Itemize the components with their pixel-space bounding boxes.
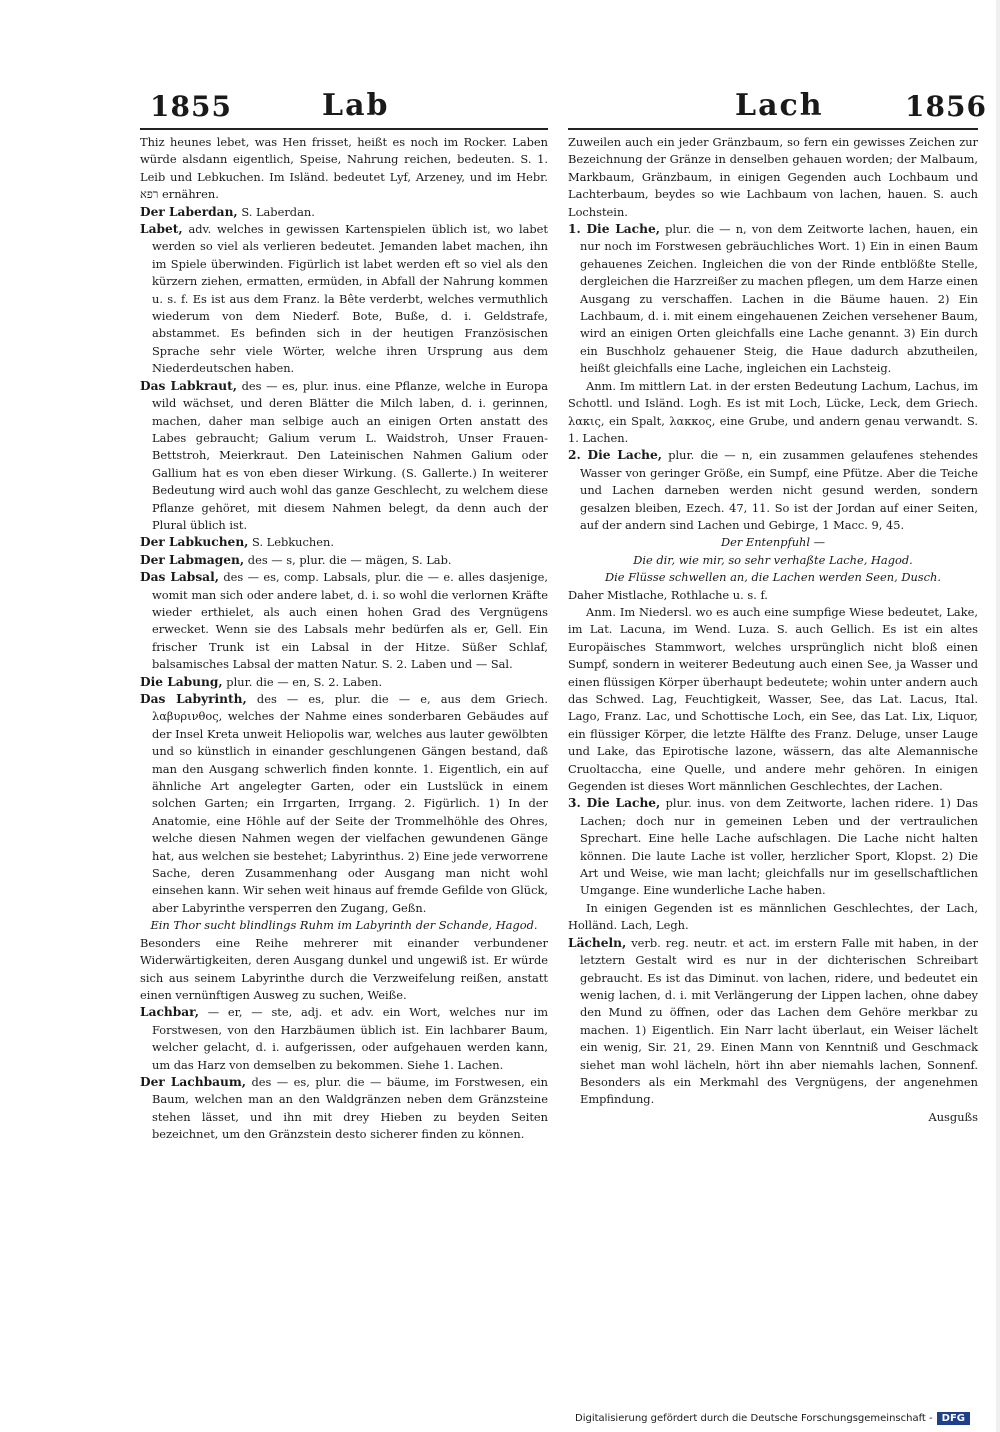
right-head-word: Lach	[735, 88, 824, 123]
entry-text: — er, — ste, adj. et adv. ein Wort, welches nur im Forstwesen, von den Harzbäumen üblich ist. Ein lachbarer Baum, welcher gelacht, d. i. aufgerissen, oder aufgehauen werden kann, um das Harz von demselben zu bekommen. Siehe 1. Lachen.	[152, 1005, 548, 1072]
right-column	[568, 134, 978, 1126]
entry-text: des — es, plur. die — e, aus dem Griech. λαβυρινθος, welches der Nahme eines sonderbaren Gebäudes auf der Insel Kreta unweit Heliopolis war, welches aus lauter gewölbten und so künstlich in einander geschlungenen Gängen bestand, daß man den Ausgang schwerlich finden konnte. 1. Eigentlich, ein auf ähnliche Art angelegter Garten, oder ein Lustslück in einem solchen Garten; ein Irrgarten, Irrgang. 2. Figürlich. 1) In der Anatomie, eine Höhle auf der Seite der Trommelhöhle des Ohres, welche diesen Nahmen wegen der vielfachen gewundenen Gänge hat, aus welchen sie bestehet; Labyrinthus. 2) Eine jede verworrene Sache, deren Zusammenhang oder Ausgang man nicht wohl einsehen kann. Wir sehen weit hinaus auf fremde Gefilde von Glück, aber Labyrinthe versperren den Zugang, Geßn.	[152, 692, 548, 915]
dictionary-entry	[140, 674, 548, 691]
entry-text: des — s, plur. die — mägen, S. Lab.	[247, 552, 452, 567]
dictionary-entry	[140, 569, 548, 673]
entry-lemma: Der Labkuchen,	[140, 535, 249, 550]
quoted-verse: Der Entenpfuhl —	[720, 535, 826, 550]
dictionary-entry	[140, 1004, 548, 1074]
entry-lemma: Der Lachbaum,	[140, 1074, 246, 1089]
entry-text: plur. inus. von dem Zeitworte, lachen ridere. 1) Das Lachen; doch nur in gemeinen Leben und der vertraulichen Sprechart. Eine helle Lache aufschlagen. Die Lache nicht halten können. Die laute Lache ist voller, herzlicher Sport, Klopst. 2) Die Art und Weise, wie man lacht; gleichfalls nur im gesellschaftlichen Umgange. Eine wunderliche Lache haben.	[580, 796, 978, 898]
dictionary-entry	[568, 221, 978, 378]
entry-text: des — es, plur. inus. eine Pflanze, welche in Europa wild wächset, und deren Blätter die Milch laben, d. i. gerinnen, machen, daher man selbige auch an einigen Orten anstatt des Labes gebraucht; Galium verum L. Waidstroh, Unser Frauen-Bettstroh, Meierkraut. Den Lateinischen Nahmen Galium oder Gallium hat es von eben dieser Wirkung. (S. Gallerte.) In weiterer Bedeutung wird auch wohl das ganze Geschlecht, zu welchem diese Pflanze gehöret, mit diesem Nahmen belegt, da denn auch der Plural üblich ist.	[152, 378, 548, 532]
page-edge	[996, 0, 1000, 1432]
entry-text: plur. die — n, ein zusammen gelaufenes stehendes Wasser von geringer Größe, ein Sumpf, eine Pfütze. Aber die Teiche und Lachen darneben werden nicht gesund werden, sondern gesalzen bleiben, Ezech. 47, 11. So ist der Jordan auf einer Seiten, auf der andern sind Lachen und Gebirge, 1 Macc. 9, 45.	[580, 448, 978, 532]
dictionary-entry	[140, 221, 548, 378]
left-header-rule	[140, 128, 548, 130]
right-header-rule	[568, 128, 978, 130]
dfg-logo[interactable]: DFG	[937, 1412, 970, 1425]
annotation-paragraph: Anm. Im Niedersl. wo es auch eine sumpfige Wiese bedeutet, Lake, im Lat. Lacuna, im Wend. Luza. S. auch Gellich. Es ist ein altes Europäisches Stammwort, welches ursprünglich nicht bloß einen Sumpf, sondern in weiterer Bedeutung auch einen See, ja Wasser und einen flüssigen Körper überhaupt bedeutete; wohin unter andern auch das Schwed. Lag, Feuchtigkeit, Wasser, See, das Lat. Lacus, Ital. Lago, Franz. Lac, und Schottische Loch, ein See, das Lat. Lix, Liquor, ein flüssiger Körper, die letzte Hälfte des Franz. Deluge, unser Lauge und Lake, das Epirotische lazone, wässern, das alte Alemannische Cruoltaccha, eine Quelle, und andere mehr gehören. In einigen Gegenden ist dieses Wort männlichen Geschlechtes, der Lachen.	[568, 604, 978, 794]
continuation-paragraph: Zuweilen auch ein jeder Gränzbaum, so fern ein gewisses Zeichen zur Bezeichnung der Gränze in denselben gehauen worden; der Malbaum, Markbaum, Gränzbaum, in einigen Gegenden auch Lochbaum und Lachterbaum, beydes so wie Lachbaum von lachen, hauen. S. auch Lochstein.	[568, 135, 978, 219]
quoted-verse: Die Flüsse schwellen an, die Lachen werden Seen, Dusch.	[605, 570, 941, 585]
dictionary-entry	[568, 935, 978, 1109]
annotation-paragraph: In einigen Gegenden ist es männlichen Geschlechtes, der Lach, Holländ. Lach, Legh.	[568, 900, 978, 933]
dictionary-entry	[568, 795, 978, 899]
entry-lemma: Lächeln,	[568, 935, 627, 950]
entry-text: plur. die — en, S. 2. Laben.	[226, 674, 383, 689]
entry-text: plur. die — n, von dem Zeitworte lachen, hauen, ein nur noch im Forstwesen gebräuchliches Wort. 1) Ein in einen Baum gehauenes Zeichen. Ingleichen die von der Rinde entblößte Stelle, dergleichen die Harzreißer zu machen pflegen, um dem Harze einen Ausgang zu verschaffen. Lachen in die Bäume hauen. 2) Ein Lachbaum, d. i. mit einem eingehauenen Zeichen versehener Baum, wird an einigen Orten gleichfalls eine Lache genannt. 3) Ein durch ein Buschholz gehauener Steig, die Haue dadurch abzutheilen, heißt gleichfalls eine Lache, ingleichen ein Lachsteig.	[580, 222, 978, 376]
entry-text: verb. reg. neutr. et act. im erstern Falle mit haben, in der letztern Gestalt wird es nur in der dichterischen Schreibart gebraucht. Es ist das Diminut. von lachen, ridere, und bedeutet ein wenig lachen, d. i. mit Verlängerung der Lippen lachen, ohne dabey den Mund zu öffnen, oder das Lachen dem Gehöre merkbar zu machen. 1) Eigentlich. Ein Narr lacht überlaut, ein Weiser lächelt ein wenig, Sir. 21, 29. Einen Mann von Kenntniß und Geschmack siehet man wohl lächeln, hört ihn aber niemahls lachen, Sonnenf. Besonders als ein Merkmahl des Vergnügens, der angenehmen Empfindung.	[580, 935, 978, 1107]
entry-lemma: Die Labung,	[140, 674, 223, 689]
entry-lemma: 1. Die Lache,	[568, 222, 660, 237]
right-page-number: 1856	[905, 90, 987, 123]
dictionary-entry	[140, 691, 548, 917]
entry-lemma: Lachbar,	[140, 1005, 199, 1020]
entry-text: S. Laberdan.	[241, 204, 315, 219]
dictionary-entry	[140, 1074, 548, 1144]
entry-lemma: 2. Die Lache,	[568, 448, 663, 463]
continuation-paragraph: Thiz heunes lebet, was Hen frisset, heißt es noch im Rocker. Laben würde alsdann eigentlich, Speise, Nahrung reichen, bedeuten. S. 1. Leib und Lebkuchen. Im Isländ. bedeutet Lyf, Arzeney, und im Hebr. רפא ernähren.	[140, 135, 548, 202]
dictionary-entry	[140, 204, 548, 221]
left-page-number: 1855	[150, 90, 232, 123]
footer	[0, 1412, 1000, 1425]
dictionary-entry	[140, 552, 548, 569]
footer-credit: Digitalisierung gefördert durch die Deutsche Forschungsgemeinschaft -	[575, 1413, 933, 1424]
entry-text: adv. welches in gewissen Kartenspielen üblich ist, wo labet werden so viel als verlieren bedeutet. Jemanden labet machen, ihn im Spiele überwinden. Figürlich ist labet werden eft so viel als den kürzern ziehen, ermatten, ermüden, in Abfall der Nahrung kommen u. s. f. Es ist aus dem Franz. la Bête verderbt, welches vermuthlich wiederum von dem Niederf. Bote, Buße, d. i. Geldstrafe, abstammet. Es befinden sich in der heutigen Französischen Sprache sehr viele Wörter, welche ihren Ursprung aus dem Niederdeutschen haben.	[152, 222, 549, 376]
dictionary-entry	[140, 378, 548, 535]
entry-lemma: 3. Die Lache,	[568, 796, 661, 811]
entry-lemma: Das Labkraut,	[140, 378, 238, 393]
entry-lemma: Labet,	[140, 222, 183, 237]
entry-lemma: Der Laberdan,	[140, 204, 238, 219]
left-column	[140, 134, 548, 1144]
continuation-paragraph: Daher Mistlache, Rothlache u. s. f.	[568, 587, 768, 602]
entry-text: des — es, plur. die — bäume, im Forstwesen, ein Baum, welchen man an den Waldgränzen neben dem Gränzsteine stehen lässet, und ihn mit drey Hieben zu beyden Seiten bezeichnet, um den Gränzstein desto sicherer finden zu können.	[152, 1074, 549, 1142]
annotation-paragraph: Anm. Im mittlern Lat. in der ersten Bedeutung Lachum, Lachus, im Schottl. und Isländ. Logh. Es ist mit Loch, Lücke, Leck, dem Griech. λακις, ein Spalt, λακκος, eine Grube, und andern genau verwandt. S. 1. Lachen.	[568, 378, 978, 445]
entry-lemma: Das Labyrinth,	[140, 692, 247, 706]
left-head-word: Lab	[322, 88, 390, 123]
entry-text: des — es, comp. Labsals, plur. die — e. alles dasjenige, womit man sich oder andere labet, d. i. so wohl die verlornen Kräfte wieder erthielet, als auch einen hohen Grad des Vergnügens erwecket. Wenn sie des Labsals mehr bedürfen als er, Gell. Ein frischer Trunk ist ein Labsal in der Hitze. Süßer Schlaf, balsamisches Labsal der matten Natur. S. 2. Laben und — Sal.	[152, 570, 548, 672]
continuation-paragraph: Besonders eine Reihe mehrerer mit einander verbundener Widerwärtigkeiten, deren Ausgang dunkel und ungewiß ist. Er würde sich aus seinem Labyrinthe durch die Verzweifelung reißen, anstatt einen vernünftigen Ausweg zu suchen, Weiße.	[140, 935, 548, 1002]
catchword: Ausgußs	[928, 1109, 978, 1124]
entry-lemma: Das Labsal,	[140, 570, 219, 585]
entry-lemma: Der Labmagen,	[140, 552, 245, 567]
entry-text: S. Lebkuchen.	[252, 535, 334, 550]
dictionary-entry	[140, 534, 548, 551]
dictionary-entry	[568, 447, 978, 534]
quoted-verse: Die dir, wie mir, so sehr verhaßte Lache, Hagod.	[633, 552, 913, 567]
quoted-verse: Ein Thor sucht blindlings Ruhm im Labyrinth der Schande, Hagod.	[150, 918, 538, 933]
